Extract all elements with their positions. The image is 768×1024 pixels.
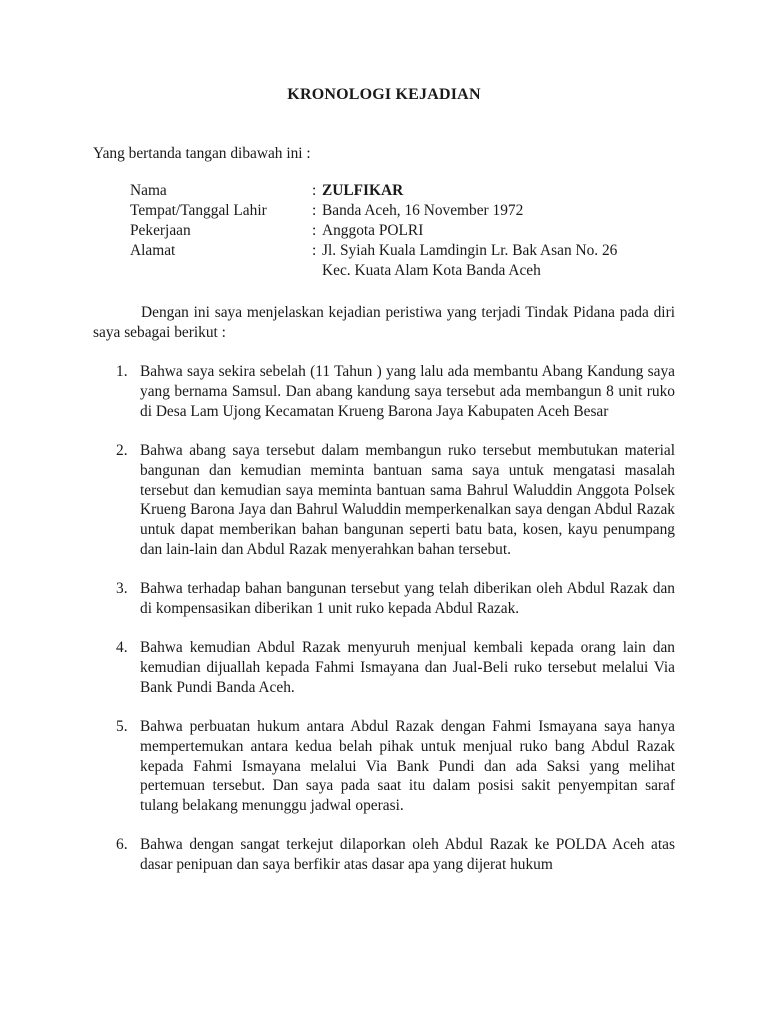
identity-value: ZULFIKAR bbox=[322, 182, 404, 199]
identity-row-birth bbox=[130, 201, 617, 221]
identity-label: Alamat bbox=[130, 242, 176, 259]
document-title: KRONOLOGI KEJADIAN bbox=[287, 86, 481, 103]
identity-label: Nama bbox=[130, 182, 167, 199]
identity-value: Banda Aceh, 16 November 1972 bbox=[322, 202, 524, 219]
opening-paragraph: Dengan ini saya menjelaskan kejadian peristiwa yang terjadi Tindak Pidana pada diri saya sebagai berikut : bbox=[93, 304, 675, 341]
list-item bbox=[116, 579, 675, 619]
identity-value: Anggota POLRI bbox=[322, 222, 424, 239]
identity-value: Jl. Syiah Kuala Lamdingin Lr. Bak Asan No. 26 bbox=[322, 242, 618, 259]
identity-row-address bbox=[130, 241, 617, 261]
identity-separator: : bbox=[312, 202, 317, 219]
list-item bbox=[116, 717, 675, 817]
identity-separator: : bbox=[312, 182, 317, 199]
list-item-number: 6. bbox=[116, 836, 128, 854]
list-item-text: Bahwa kemudian Abdul Razak menyuruh menjual kembali kepada orang lain dan kemudian dijuallah kepada Fahmi Ismayana dan Jual-Beli ruko tersebut melalui Via Bank Pundi Banda Aceh. bbox=[140, 638, 675, 696]
list-item-number: 1. bbox=[116, 363, 128, 380]
list-item bbox=[116, 638, 675, 698]
intro-line: Yang bertanda tangan dibawah ini : bbox=[93, 145, 311, 162]
chronology-list bbox=[0, 362, 675, 894]
identity-separator: : bbox=[312, 222, 317, 239]
identity-label: Tempat/Tanggal Lahir bbox=[130, 202, 267, 219]
list-item-text: Bahwa abang saya tersebut dalam membangun ruko tersebut membutukan material bangunan dan kemudian meminta bantuan sama saya untuk mengatasi masalah tersebut dan kemudian saya meminta bantuan sama Bahrul Waluddin Anggota Polsek Krueng Barona Jaya dan Bahrul Waluddin memperkenalkan saya dengan Abdul Razak untuk dapat memberikan bahan bangunan seperti batu bata, kosen, kayu penumpang dan lain-lain dan Abdul Razak menyerahkan bahan tersebut. bbox=[140, 441, 675, 559]
address-line-2: Kec. Kuata Alam Kota Banda Aceh bbox=[322, 262, 541, 279]
list-item-text: Bahwa dengan sangat terkejut dilaporkan oleh Abdul Razak ke POLDA Aceh atas dasar penipuan dan saya berfikir atas dasar apa yang dijerat hukum bbox=[140, 836, 675, 874]
list-item-text: Bahwa saya sekira sebelah (11 Tahun ) yang lalu ada membantu Abang Kandung saya yang bernama Samsul. Dan abang kandung saya tersebut ada membangun 8 unit ruko di Desa Lam Ujong Kecamatan Krueng Barona Jaya Kabupaten Aceh Besar bbox=[140, 363, 675, 420]
list-item bbox=[116, 835, 675, 875]
list-item bbox=[116, 362, 675, 422]
list-item-text: Bahwa perbuatan hukum antara Abdul Razak dengan Fahmi Ismayana saya hanya mempertemukan antara kedua belah pihak untuk menjual ruko bang Abdul Razak kepada Fahmi Ismayana melalui Via Bank Pundi dan ada Saksi yang melihat pertemuan tersebut. Dan saya pada saat itu dalam posisi sakit penyempitan saraf tulang belakang menunggu jadwal operasi. bbox=[140, 717, 675, 815]
identity-row-name bbox=[130, 181, 617, 201]
identity-row-occupation bbox=[130, 221, 617, 241]
list-item-number: 4. bbox=[116, 638, 128, 656]
list-item-number: 5. bbox=[116, 717, 128, 735]
identity-separator: : bbox=[312, 242, 317, 259]
list-item bbox=[116, 441, 675, 560]
identity-block bbox=[130, 181, 617, 281]
list-item-number: 2. bbox=[116, 441, 128, 459]
list-item-number: 3. bbox=[116, 580, 128, 598]
list-item-text: Bahwa terhadap bahan bangunan tersebut yang telah diberikan oleh Abdul Razak dan di kompensasikan diberikan 1 unit ruko kepada Abdul Razak. bbox=[140, 580, 675, 618]
identity-label: Pekerjaan bbox=[130, 222, 191, 239]
